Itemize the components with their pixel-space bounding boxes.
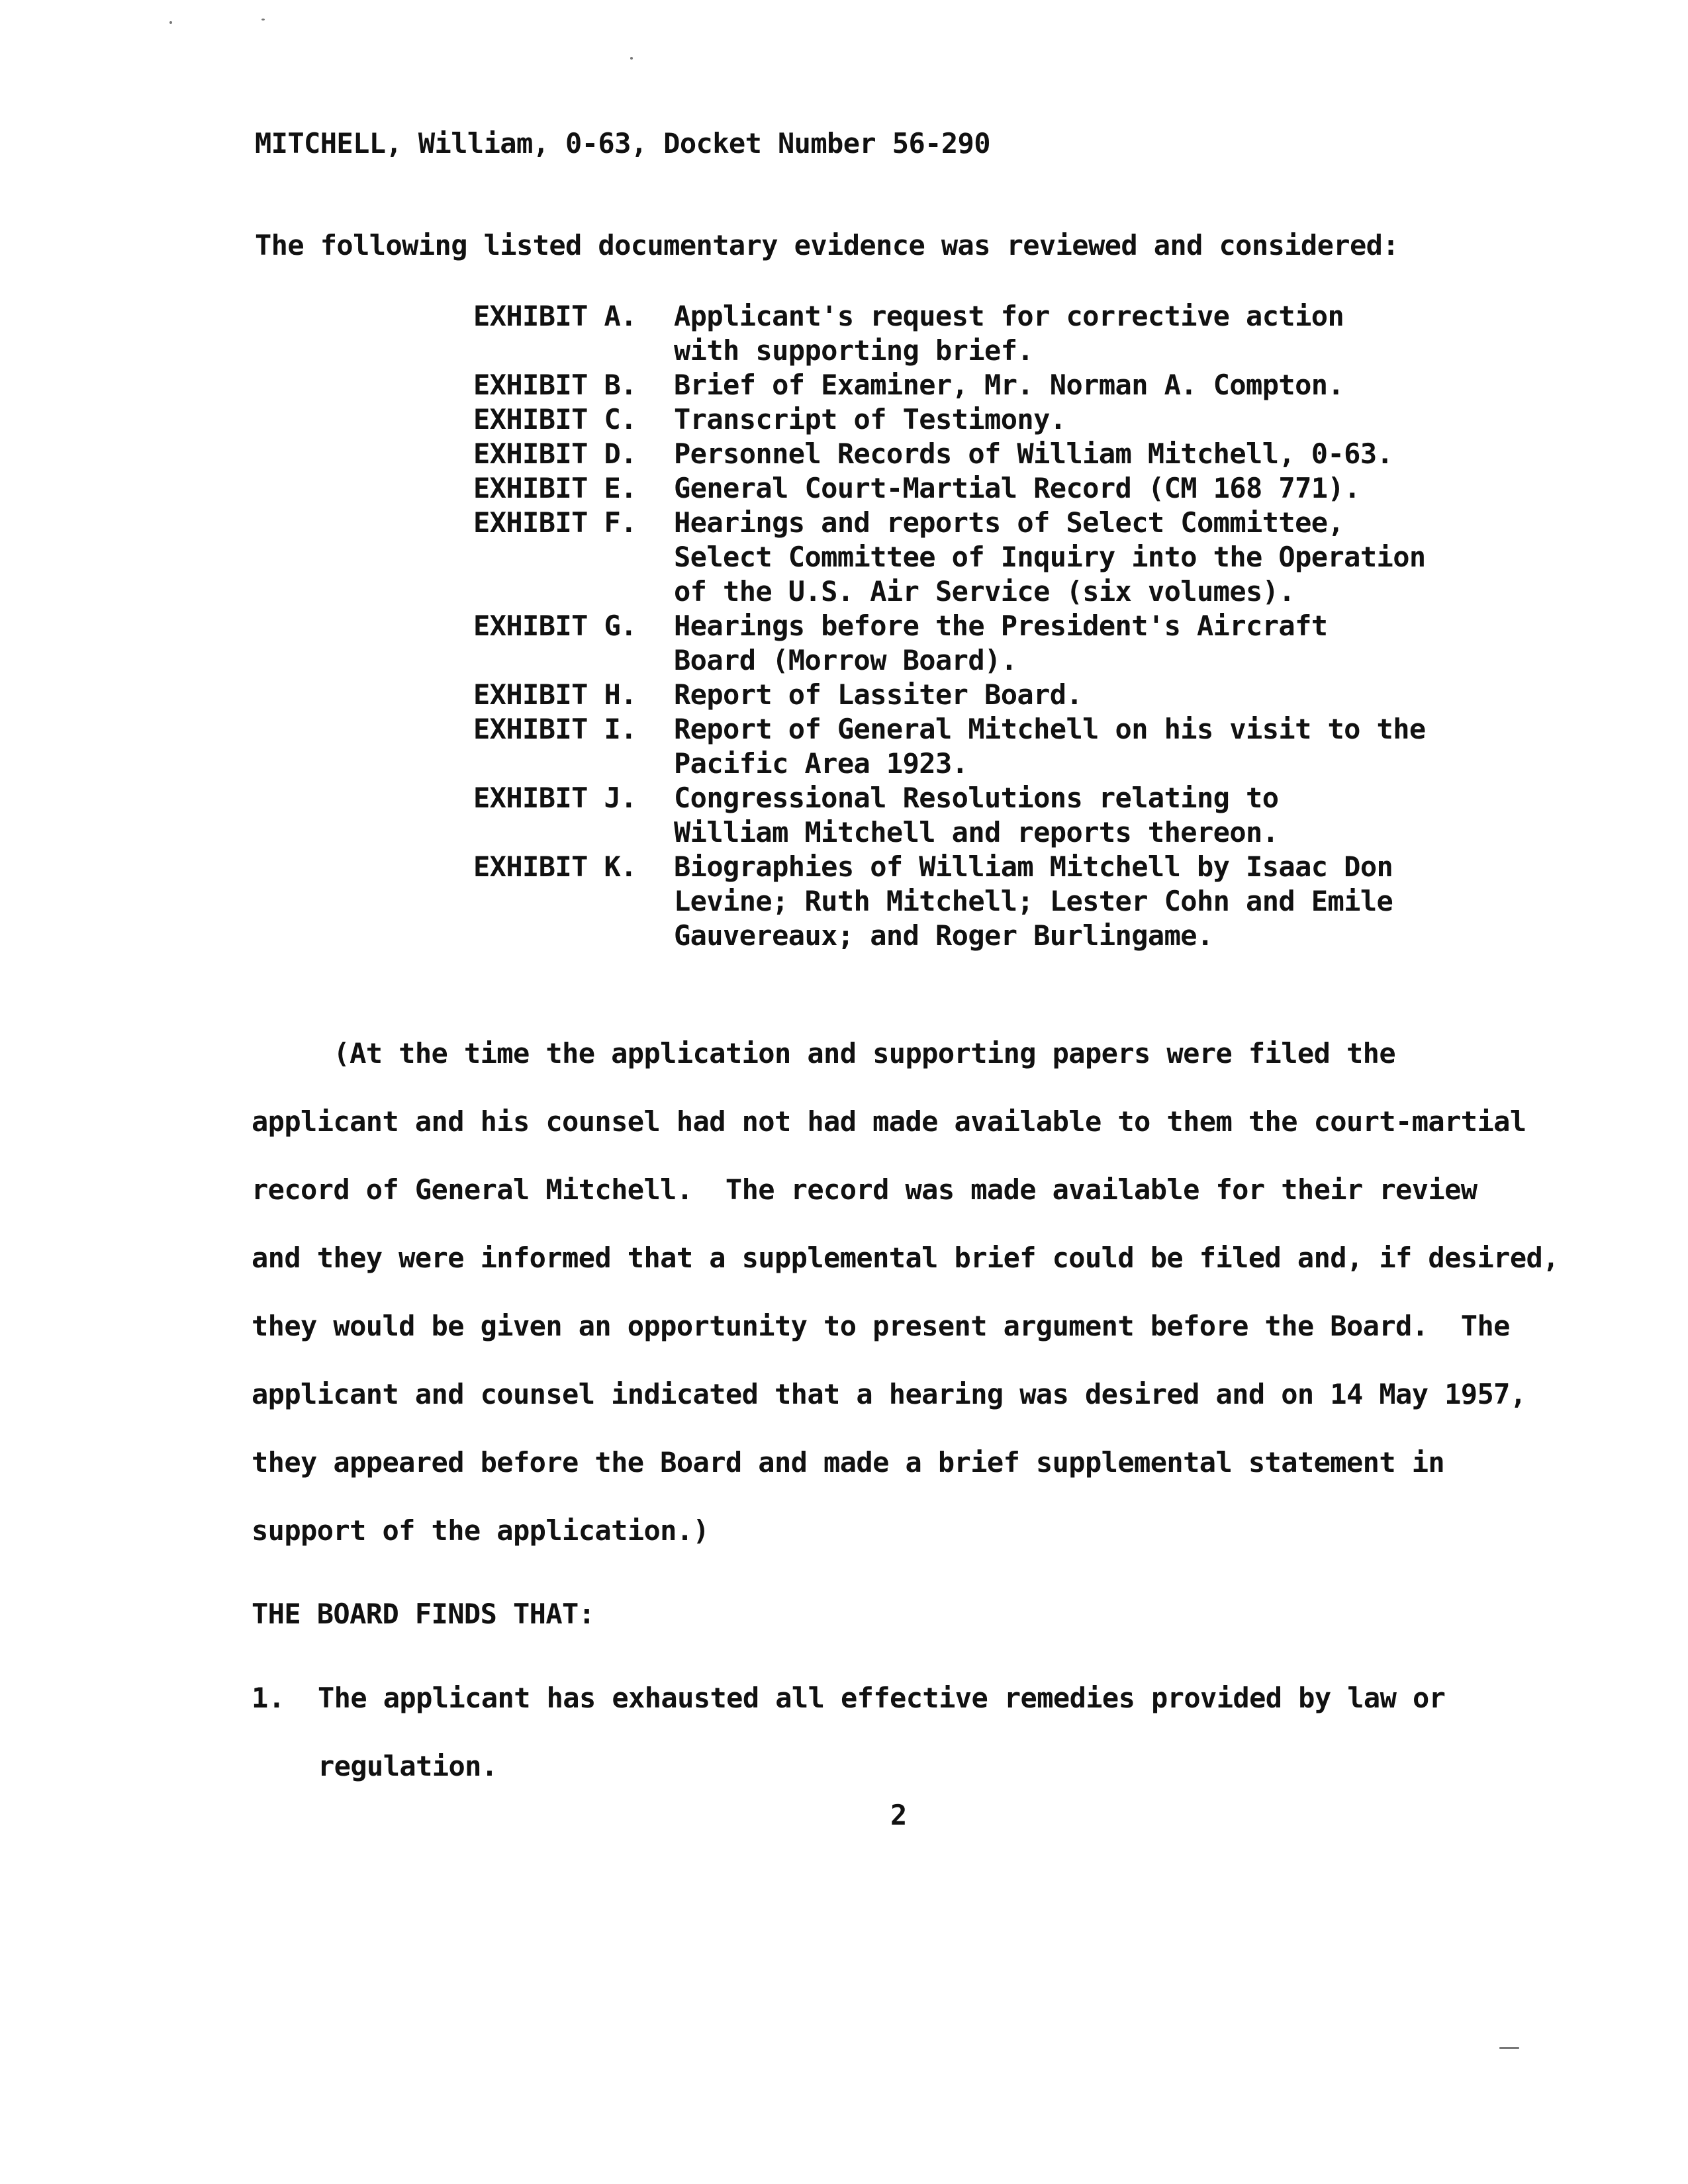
exhibit-description: [674, 678, 1082, 712]
exhibit-description: [674, 299, 1344, 368]
exhibit-description-line: Gauvereaux; and Roger Burlingame.: [674, 919, 1213, 952]
finding-text: [318, 1664, 1445, 1800]
exhibit-row: [473, 678, 1426, 712]
exhibit-description: [674, 402, 1066, 437]
exhibit-description-line: Personnel Records of William Mitchell, 0-63.: [674, 437, 1393, 470]
exhibit-description: [674, 437, 1393, 471]
exhibit-description: [674, 712, 1426, 781]
exhibit-label: EXHIBIT C.: [473, 403, 637, 435]
finding-line: The applicant has exhausted all effective remedies provided by law or: [318, 1682, 1446, 1714]
exhibit-description-line: Hearings before the President's Aircraft: [674, 610, 1328, 642]
exhibit-label: EXHIBIT G.: [473, 610, 637, 642]
exhibit-label: EXHIBIT F.: [473, 506, 637, 539]
paragraph-line: record of General Mitchell. The record was made available for their review: [252, 1173, 1477, 1206]
exhibit-description-line: General Court-Martial Record (CM 168 771).: [674, 472, 1360, 504]
exhibit-row: [473, 402, 1426, 437]
paragraph-line: they appeared before the Board and made a brief supplemental statement in: [252, 1446, 1445, 1479]
scan-speck: [1499, 2047, 1519, 2049]
exhibit-row: [473, 609, 1426, 678]
exhibit-description: [674, 471, 1360, 506]
exhibit-label: EXHIBIT K.: [473, 850, 637, 883]
exhibit-description: [674, 506, 1426, 609]
exhibit-label: EXHIBIT I.: [473, 713, 637, 745]
exhibit-description-line: Hearings and reports of Select Committee,: [674, 506, 1344, 539]
docket-heading: MITCHELL, William, 0-63, Docket Number 56-290: [255, 127, 990, 159]
exhibit-label: EXHIBIT H.: [473, 678, 637, 711]
exhibit-row: [473, 471, 1426, 506]
parenthetical-paragraph: [252, 1019, 1559, 1565]
exhibit-description: [674, 368, 1344, 402]
exhibit-description: [674, 781, 1278, 850]
exhibit-description-line: Congressional Resolutions relating to: [674, 782, 1279, 814]
exhibit-description-line: Brief of Examiner, Mr. Norman A. Compton.: [674, 369, 1344, 401]
page-number: 2: [890, 1799, 907, 1831]
exhibit-description-line: Biographies of William Mitchell by Isaac Don: [674, 850, 1393, 883]
exhibit-label: EXHIBIT B.: [473, 369, 637, 401]
exhibit-list: [473, 299, 1426, 953]
exhibit-description-line: Board (Morrow Board).: [674, 644, 1017, 676]
paragraph-line: and they were informed that a supplemental brief could be filed and, if desired,: [252, 1242, 1559, 1274]
exhibit-description: [674, 850, 1393, 953]
exhibit-row: [473, 368, 1426, 402]
finding-line: regulation.: [318, 1750, 498, 1782]
scan-speck: [261, 19, 265, 21]
exhibit-label: EXHIBIT J.: [473, 782, 637, 814]
exhibit-row: [473, 850, 1426, 953]
exhibit-row: [473, 437, 1426, 471]
paragraph-line: applicant and counsel indicated that a hearing was desired and on 14 May 1957,: [252, 1378, 1526, 1410]
paragraph-line: support of the application.): [252, 1514, 710, 1547]
paragraph-line: (At the time the application and supporting papers were filed the: [252, 1037, 1396, 1069]
exhibit-row: [473, 781, 1426, 850]
exhibit-description-line: Report of General Mitchell on his visit to the: [674, 713, 1426, 745]
exhibit-description-line: William Mitchell and reports thereon.: [674, 816, 1279, 848]
exhibit-row: [473, 506, 1426, 609]
exhibit-row: [473, 712, 1426, 781]
exhibit-row: [473, 299, 1426, 368]
exhibit-label: EXHIBIT E.: [473, 472, 637, 504]
findings-heading: THE BOARD FINDS THAT:: [252, 1598, 595, 1630]
paragraph-line: they would be given an opportunity to present argument before the Board. The: [252, 1310, 1510, 1342]
intro-sentence: The following listed documentary evidence was reviewed and considered:: [255, 229, 1399, 261]
exhibit-label: EXHIBIT A.: [473, 300, 637, 332]
exhibit-description-line: of the U.S. Air Service (six volumes).: [674, 575, 1295, 608]
exhibit-description: [674, 609, 1327, 678]
exhibit-description-line: Levine; Ruth Mitchell; Lester Cohn and Emile: [674, 885, 1393, 917]
exhibit-description-line: Applicant's request for corrective action: [674, 300, 1344, 332]
paragraph-line: applicant and his counsel had not had made available to them the court-martial: [252, 1105, 1526, 1138]
exhibit-label: EXHIBIT D.: [473, 437, 637, 470]
scan-speck: [169, 21, 172, 24]
exhibit-description-line: Select Committee of Inquiry into the Operation: [674, 541, 1426, 573]
scan-speck: [630, 57, 633, 60]
exhibit-description-line: Transcript of Testimony.: [674, 403, 1066, 435]
exhibit-description-line: Report of Lassiter Board.: [674, 678, 1083, 711]
finding-number: 1.: [252, 1682, 285, 1714]
exhibit-description-line: Pacific Area 1923.: [674, 747, 968, 780]
exhibit-description-line: with supporting brief.: [674, 334, 1034, 367]
